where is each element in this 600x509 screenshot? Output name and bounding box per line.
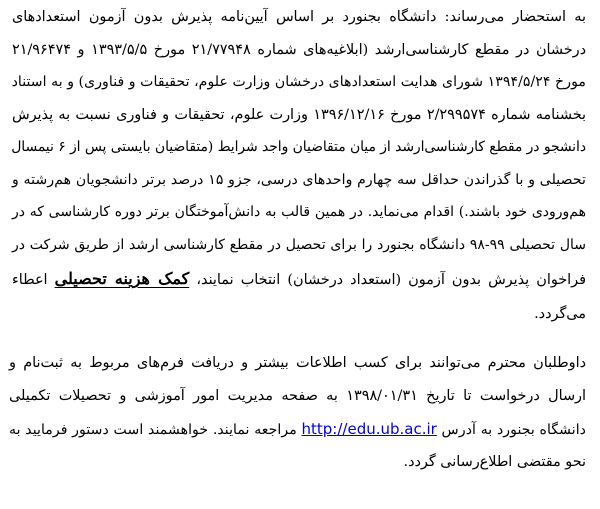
paragraph1-line10: می‌گردد. <box>534 306 586 322</box>
paragraph1-line3: مورخ ۱۳۹۴/۵/۲۴ شورای هدایت استعدادهای درخشان وزارت علوم، تحقیقات و فناوری) و به استناد <box>11 74 586 90</box>
paragraph1-line9 <box>12 268 586 291</box>
paragraph2-line1: داوطلبان محترم می‌توانند برای کسب اطلاعات بیشتر و دریافت فرم‌های مربوط به ثبت‌نام و <box>9 355 586 371</box>
financial-aid-emphasis: کمک هزینه تحصیلی <box>54 269 190 288</box>
line3-text-a: دانشگاه بجنورد به آدرس <box>436 422 586 438</box>
paragraph1-line6: تحصیلی و با گذراندن حداقل سه چهارم واحدهای درسی، جزو ۱۵ درصد برتر دانشجویان هم‌رشته و <box>12 172 586 188</box>
line9-text-b: اعطاء <box>12 272 55 288</box>
paragraph2-line3 <box>9 418 586 441</box>
line9-text-a: فراخوان پذیرش بدون آزمون (استعداد درخشان) انتخاب نمایند، <box>189 272 586 288</box>
line3-text-b: مراجعه نمایند. خواهشمند است دستور فرمایید به <box>9 422 302 438</box>
paragraph2-line2: ارسال درخواست تا تاریخ ۱۳۹۸/۰۱/۳۱ به صفحه مدیریت امور آموزشی و تحصیلات تکمیلی <box>9 388 586 404</box>
paragraph1-line1: به استحضار می‌رساند: دانشگاه بجنورد بر اساس آیین‌نامه پذیرش بدون آزمون استعدادهای <box>12 9 586 25</box>
paragraph1-line8: سال تحصیلی ۹۹-۹۸ دانشگاه بجنورد را برای تحصیل در مقطع کارشناسی ارشد از طریق شرکت در <box>12 237 587 253</box>
edu-website-link[interactable]: http://edu.ub.ac.ir <box>301 420 437 438</box>
paragraph2-line4: نحو مقتضی اطلاع‌رسانی گردد. <box>403 454 586 470</box>
paragraph1-line7: هم‌ورودی خود باشند.) اقدام می‌نماید. در همین قالب به دانش‌آموختگان برتر دوره کارشناسی که در <box>12 204 586 220</box>
paragraph1-line5: دانشجو در مقطع کارشناسی‌ارشد از میان متقاضیان واجد شرایط (متقاضیان بایستی پس از ۶ نیمسال <box>11 139 586 155</box>
paragraph1-line4: بخشنامه شماره ۲/۲۹۹۵۷۴ مورخ ۱۳۹۶/۱۲/۱۶ وزارت علوم، تحقیقات و فناوری نسبت به پذیرش <box>12 107 586 123</box>
paragraph1-line2: درخشان در مقطع کارشناسی‌ارشد (ابلاغیه‌های شماره ۲۱/۷۷۹۴۸ مورخ ۱۳۹۳/۵/۵ و ۲۱/۹۶۴۷۴ <box>12 42 586 58</box>
